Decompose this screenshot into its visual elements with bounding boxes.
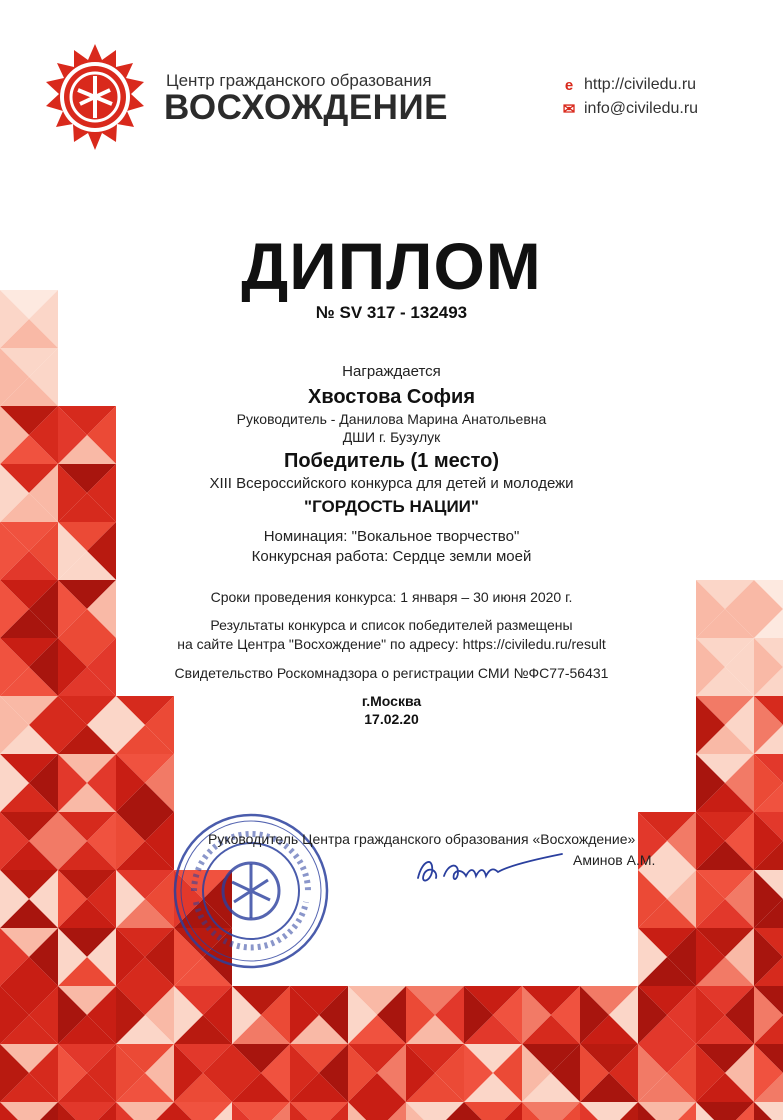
results-line-1: Результаты конкурса и список победителей размещены: [210, 617, 573, 633]
contest-name: "ГОРДОСТЬ НАЦИИ": [304, 497, 479, 516]
nomination-line: Номинация: "Вокальное творчество": [263, 528, 520, 545]
handwritten-signature: [412, 842, 572, 894]
signatory-name: Аминов А.М.: [573, 852, 656, 868]
email-contact[interactable]: [562, 100, 698, 118]
city-line: г.Москва: [361, 693, 422, 709]
leader-line: Руководитель - Данилова Марина Анатольевна: [236, 411, 547, 427]
signatory-role: Руководитель Центра гражданского образования «Восхождение»: [208, 831, 636, 847]
work-line: Конкурсная работа: Сердце земли моей: [251, 548, 532, 565]
mail-icon: ✉: [562, 101, 576, 118]
results-line-2: на сайте Центра "Восхождение" по адресу: https://civiledu.ru/result: [177, 636, 606, 652]
dates-line: Сроки проведения конкурса: 1 января – 30 июня 2020 г.: [210, 589, 573, 605]
website-link[interactable]: http://civiledu.ru: [584, 76, 697, 93]
school-line: ДШИ г. Бузулук: [342, 429, 441, 445]
contest-line: XIII Всероссийского конкурса для детей и молодежи: [209, 475, 574, 492]
website-contact[interactable]: [562, 76, 696, 94]
web-icon: e: [564, 76, 574, 94]
org-name: ВОСХОЖДЕНИЕ: [164, 88, 448, 127]
sun-emblem-logo-icon: [40, 42, 150, 152]
diploma-title: ДИПЛОМ: [241, 229, 542, 303]
place-line: Победитель (1 место): [283, 450, 500, 472]
org-subtitle: Центр гражданского образования: [166, 71, 432, 90]
certificate-line: Свидетельство Роскомнадзора о регистрации СМИ №ФС77-56431: [174, 665, 609, 681]
awarded-label: Награждается: [342, 363, 441, 380]
diploma-number: № SV 317 - 132493: [315, 303, 468, 322]
email-link[interactable]: info@civiledu.ru: [584, 100, 699, 117]
date-line: 17.02.20: [364, 711, 419, 727]
winner-name: Хвостова София: [307, 386, 476, 408]
